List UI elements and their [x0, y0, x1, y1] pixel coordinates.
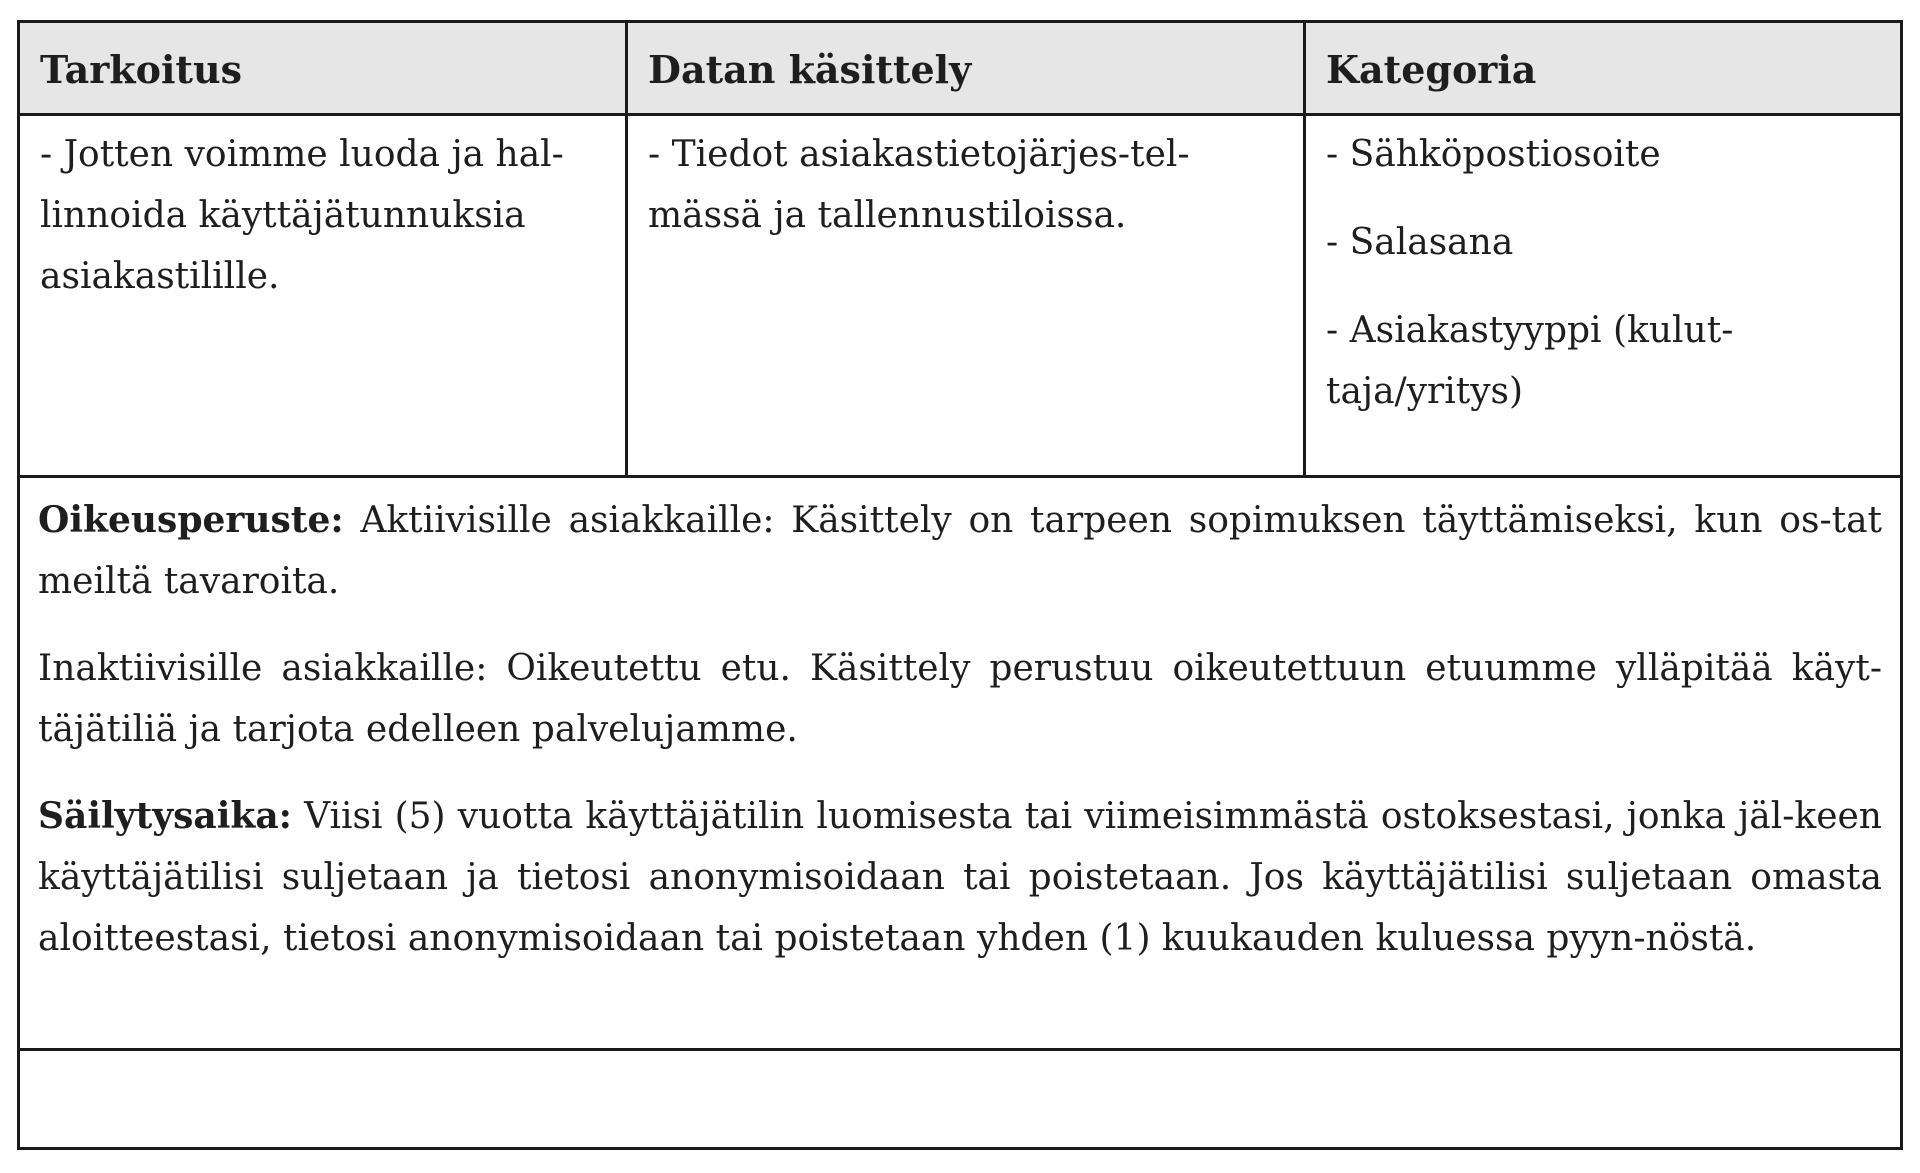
cell-purpose: [20, 116, 625, 475]
privacy-table: [17, 20, 1903, 1150]
retention-label: Säilytysaika:: [38, 795, 292, 837]
header-cell-category: [1303, 23, 1900, 113]
header-purpose: Tarkoitus: [40, 47, 242, 92]
processing-text: - Tiedot asiakastietojärjes-tel-mässä ja tallennustiloissa.: [648, 134, 1190, 236]
legal-basis-label: Oikeusperuste:: [38, 499, 344, 541]
notes-section: [20, 478, 1900, 1051]
table-header-row: [20, 23, 1900, 116]
category-item-customer-type: - Asiakastyyppi (kulut-taja/yritys): [1326, 310, 1734, 412]
category-item-email: - Sähköpostiosoite: [1326, 134, 1661, 175]
purpose-text: - Jotten voimme luoda ja hal-linnoida käyttäjätunnuksia asiakastilille.: [40, 134, 564, 297]
retention-paragraph: [38, 786, 1882, 969]
header-category: Kategoria: [1326, 47, 1537, 92]
category-list: [1326, 124, 1880, 422]
legal-basis-text: Aktiivisille asiakkaille: Käsittely on tarpeen sopimuksen täyttämiseksi, kun os-tat meiltä tavaroita.: [38, 500, 1882, 602]
cell-processing: [625, 116, 1303, 475]
legal-basis-paragraph: [38, 490, 1882, 612]
cell-category: [1303, 116, 1900, 475]
header-cell-purpose: [20, 23, 625, 113]
empty-row: [20, 1051, 1900, 1147]
inactive-customers-paragraph: Inaktiivisille asiakkaille: Oikeutettu etu. Käsittely perustuu oikeutettuun etuumme ylläpitää käyt-täjätiliä ja tarjota edelleen palvelujamme.: [38, 648, 1882, 750]
header-processing: Datan käsittely: [648, 47, 972, 92]
category-item-password: - Salasana: [1326, 222, 1514, 263]
header-cell-processing: [625, 23, 1303, 113]
table-row: [20, 116, 1900, 478]
retention-text: Viisi (5) vuotta käyttäjätilin luomisesta tai viimeisimmästä ostoksestasi, jonka jäl-keen käyttäjätilisi suljetaan ja tietosi anonymisoidaan tai poistetaan. Jos käyttäjätilisi suljetaan omasta aloitteestasi, tietosi anonymisoidaan tai poistetaan yhden (1) kuukauden kuluessa pyyn-nöstä.: [38, 796, 1882, 959]
